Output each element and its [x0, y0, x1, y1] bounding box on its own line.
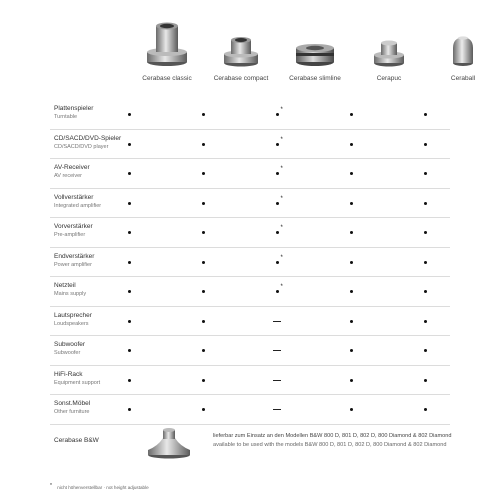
table-cell: [315, 248, 389, 277]
table-cell: [167, 100, 241, 129]
table-cell: [167, 336, 241, 365]
table-cell: [167, 159, 241, 188]
product-cerapuc: [352, 14, 426, 82]
product-name: Cerabase classic: [142, 75, 192, 82]
footnote-star-mark: *: [280, 107, 283, 113]
row-label-de: Vorverstärker: [54, 223, 93, 230]
dot-mark: [350, 408, 353, 411]
table-cell: [389, 366, 463, 395]
table-row: [50, 248, 450, 278]
dot-mark: [350, 202, 353, 205]
product-cerabase-classic: [130, 14, 204, 82]
table-cell: [315, 218, 389, 247]
cerapuc-icon: [352, 14, 426, 68]
dot-mark: [350, 113, 353, 116]
table-cell: [241, 336, 315, 365]
row-label-en: Loudspeakers: [54, 320, 89, 327]
row-label-de: Netzteil: [54, 282, 76, 289]
dot-mark: [350, 231, 353, 234]
table-cell: [389, 336, 463, 365]
dot-mark: [424, 231, 427, 234]
compatibility-table: [50, 99, 450, 425]
row-label-de: CD/SACD/DVD-Spieler: [54, 134, 122, 142]
table-cell: [241, 307, 315, 336]
dot-mark: [424, 172, 427, 175]
dot-mark: [424, 379, 427, 382]
dot-mark: [202, 231, 205, 234]
footnote-star-mark: *: [280, 284, 283, 290]
table-cell: [167, 307, 241, 336]
dot-mark: [350, 172, 353, 175]
dot-mark: [128, 172, 131, 175]
row-label-en: Mains supply: [54, 291, 87, 297]
dot-mark: [202, 113, 205, 116]
dot-mark: [350, 290, 353, 293]
row-label-en: Equipment support: [54, 379, 101, 386]
cerabase-classic-icon: [130, 14, 204, 68]
dot-mark: [276, 143, 279, 146]
row-label-en: AV receiver: [54, 173, 83, 179]
table-cell: [93, 100, 167, 129]
table-cell: [167, 248, 241, 277]
row-label-en: CD/SACD/DVD player: [54, 143, 109, 150]
dash-mark: [273, 350, 281, 351]
row-label-de: HiFi-Rack: [54, 370, 83, 378]
table-row: [50, 366, 450, 396]
dot-mark: [424, 408, 427, 411]
dot-mark: [202, 143, 205, 146]
dot-mark: [424, 261, 427, 264]
table-cell: [315, 159, 389, 188]
dot-mark: [202, 290, 205, 293]
row-label-de: AV-Receiver: [54, 164, 90, 171]
row-label-de: Plattenspieler: [54, 105, 94, 112]
table-cell: [389, 189, 463, 218]
table-cell: [93, 277, 167, 306]
dot-mark: [276, 172, 279, 175]
dot-mark: [424, 290, 427, 293]
table-cell: [389, 159, 463, 188]
row-label-en: Turntable: [54, 114, 78, 120]
table-row: [50, 336, 450, 366]
table-row: [50, 130, 450, 160]
dot-mark: [128, 113, 131, 116]
product-name: Cerabase slimline: [289, 75, 341, 82]
table-cell: [241, 189, 315, 218]
table-cell: [93, 189, 167, 218]
dot-mark: [350, 143, 353, 146]
footnote-text: nicht höhenverstellbar · not height adjustable: [57, 485, 149, 490]
cerabase-bw-row: [50, 420, 470, 466]
dash-mark: [273, 409, 281, 410]
table-cell: [315, 336, 389, 365]
dot-mark: [276, 231, 279, 234]
table-cell: [93, 307, 167, 336]
row-label-de: Endverstärker: [54, 252, 95, 260]
dot-mark: [424, 202, 427, 205]
cerabase-compact-icon: [204, 14, 278, 68]
cerabase-bw-icon: [146, 424, 192, 465]
row-label-en: Subwoofer: [54, 350, 81, 356]
dot-mark: [128, 349, 131, 352]
row-label-de: Subwoofer: [54, 341, 86, 348]
table-cell: [389, 277, 463, 306]
table-cell: [93, 336, 167, 365]
table-cell: [389, 307, 463, 336]
table-row: [50, 277, 450, 307]
row-label-en: Pre-amplifier: [54, 232, 86, 238]
footnote-star-mark: *: [280, 166, 283, 172]
table-row: [50, 189, 450, 219]
dot-mark: [128, 231, 131, 234]
dot-mark: [424, 320, 427, 323]
product-cerabase-slimline: [278, 14, 352, 82]
dot-mark: [128, 379, 131, 382]
table-cell: [389, 100, 463, 129]
dot-mark: [424, 113, 427, 116]
table-cell: [315, 100, 389, 129]
dot-mark: [128, 143, 131, 146]
table-cell: [389, 218, 463, 247]
dot-mark: [128, 202, 131, 205]
table-cell: [93, 130, 167, 159]
product-cerabase-compact: [204, 14, 278, 82]
cerabase-slimline-icon: [278, 14, 352, 68]
table-cell: [241, 159, 315, 188]
bw-text-de: lieferbar zum Einsatz an den Modellen B&W 800 D, 801 D, 802 D, 800 Diamond & 802 Diamond: [213, 433, 452, 439]
footnote-star-mark: *: [280, 136, 283, 143]
table-cell: [93, 248, 167, 277]
table-row: [50, 99, 450, 130]
dot-mark: [128, 261, 131, 264]
dot-mark: [350, 349, 353, 352]
product-ceraball: [426, 14, 500, 82]
table-cell: [167, 218, 241, 247]
dot-mark: [128, 320, 131, 323]
footnote-star: *: [50, 483, 52, 489]
bw-text-en: available to be used with the models B&W 800 D, 801 D, 802 D, 800 Diamond & 802 Diamond: [213, 442, 447, 448]
dot-mark: [202, 349, 205, 352]
table-cell: [241, 218, 315, 247]
table-cell: [315, 189, 389, 218]
table-row: [50, 307, 450, 337]
dot-mark: [350, 379, 353, 382]
dot-mark: [350, 261, 353, 264]
row-label-en: Integrated amplifier: [54, 202, 102, 209]
dot-mark: [202, 202, 205, 205]
row-label-en: Other furniture: [54, 409, 90, 415]
dot-mark: [424, 349, 427, 352]
dash-mark: [273, 380, 281, 381]
table-cell: [241, 130, 315, 159]
dot-mark: [424, 143, 427, 146]
footnote: [50, 485, 149, 491]
dot-mark: [128, 408, 131, 411]
table-cell: [93, 366, 167, 395]
dot-mark: [128, 290, 131, 293]
ceraball-icon: [426, 14, 500, 68]
table-cell: [241, 100, 315, 129]
dot-mark: [350, 320, 353, 323]
product-name: Cerapuc: [376, 75, 402, 82]
row-label-en: Power amplifier: [54, 261, 92, 268]
dot-mark: [202, 379, 205, 382]
dot-mark: [276, 202, 279, 205]
dot-mark: [202, 320, 205, 323]
table-cell: [167, 277, 241, 306]
dot-mark: [202, 172, 205, 175]
table-cell: [315, 366, 389, 395]
table-cell: [315, 130, 389, 159]
table-cell: [241, 277, 315, 306]
row-label-de: Sonst.Möbel: [54, 400, 91, 407]
footnote-star-mark: *: [280, 195, 283, 202]
product-header: [130, 14, 500, 86]
dot-mark: [276, 290, 279, 293]
footnote-star-mark: *: [280, 225, 283, 231]
footnote-star-mark: *: [280, 254, 283, 261]
table-row: [50, 218, 450, 248]
table-cell: [315, 307, 389, 336]
table-cell: [389, 248, 463, 277]
table-cell: [241, 366, 315, 395]
row-label-de: Lautsprecher: [54, 311, 92, 319]
dot-mark: [276, 113, 279, 116]
row-label-de: Vollverstärker: [54, 193, 94, 201]
table-row: [50, 159, 450, 189]
table-cell: [315, 277, 389, 306]
table-cell: [167, 366, 241, 395]
product-name: Cerabase compact: [213, 75, 269, 82]
table-cell: [93, 159, 167, 188]
table-cell: [241, 248, 315, 277]
table-cell: [389, 130, 463, 159]
product-name: Ceraball: [450, 75, 476, 82]
dot-mark: [202, 408, 205, 411]
dot-mark: [276, 261, 279, 264]
bw-label: Cerabase B&W: [54, 437, 99, 444]
table-cell: [93, 218, 167, 247]
table-cell: [167, 189, 241, 218]
table-cell: [167, 130, 241, 159]
dash-mark: [273, 321, 281, 322]
dot-mark: [202, 261, 205, 264]
